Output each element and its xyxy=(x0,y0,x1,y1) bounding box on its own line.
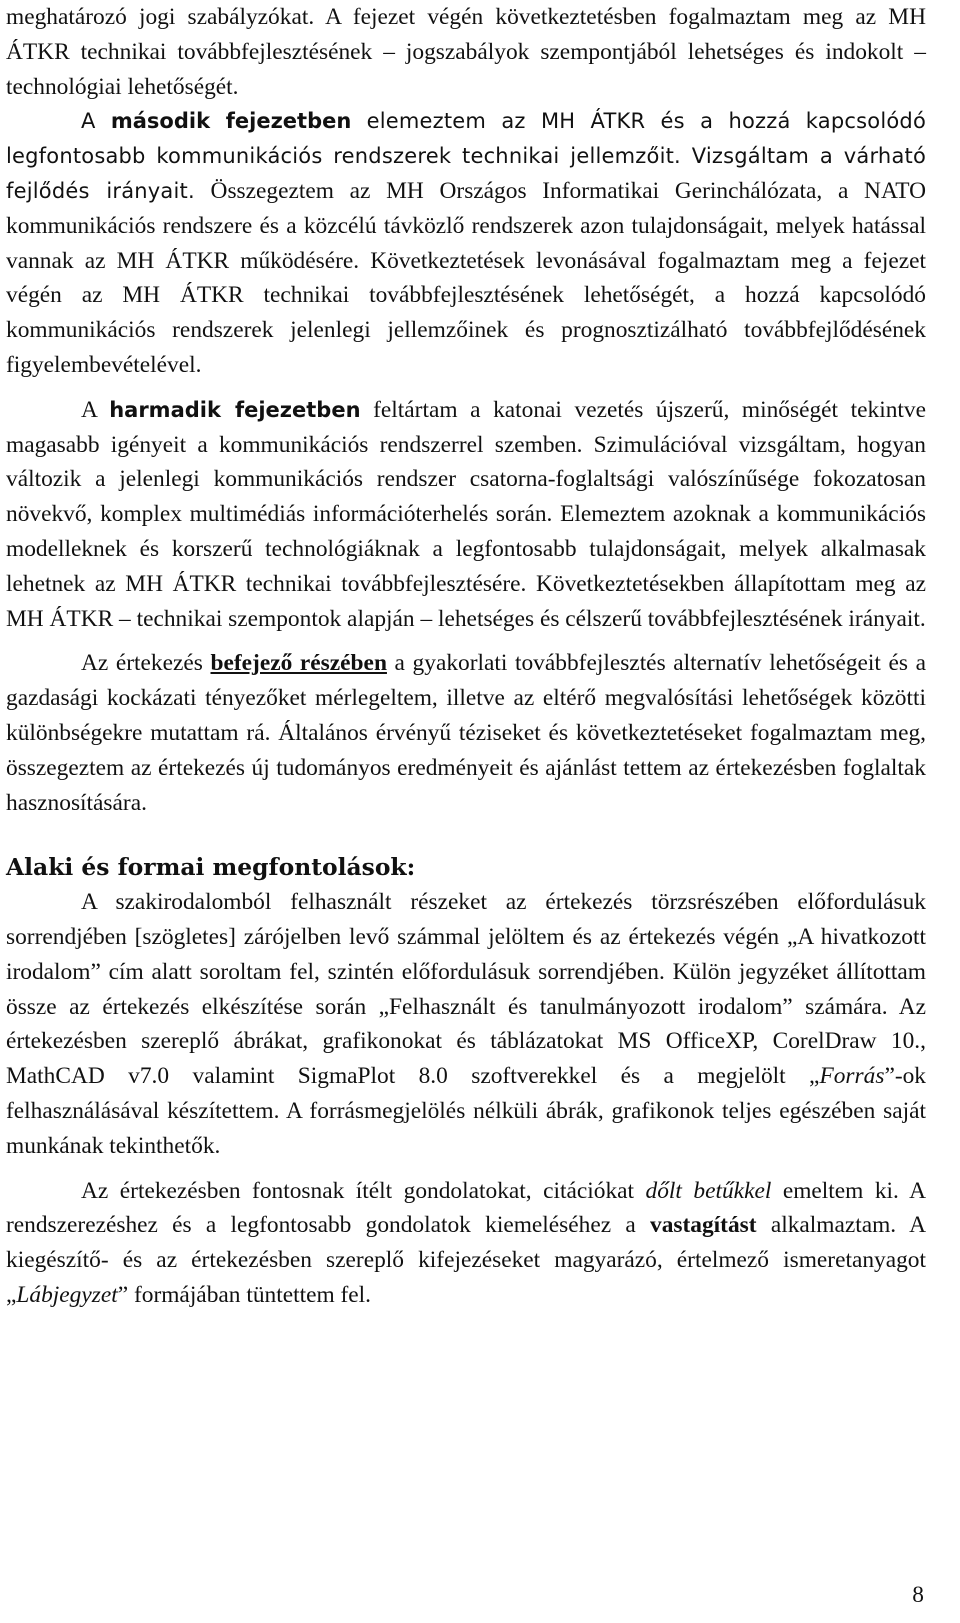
page-number: 8 xyxy=(912,1582,924,1608)
paragraph-final-part: Az értekezés befejező részében a gyakorlati továbbfejlesztés alternatív lehetőségeit és a gazdasági kockázati tényezőket mérlegeltem, illetve az eltérő megvalósítási lehetőségek közötti különbségekre mutattam rá. Általános érvényű téziseket és következtetéseket fogalmaztam meg, összegeztem az értekezés új tudományos eredményeit és ajánlást tettem az értekezésben foglaltak hasznosítására. xyxy=(6,650,927,816)
italic-source-word: Forrás xyxy=(819,1063,885,1090)
bold-chapter-label: második fejezetben xyxy=(110,109,352,134)
paragraph-references: A szakirodalomból felhasznált részeket az értekezés törzsrészében előfordulásuk sorrendjében [szögletes] zárójelben levő számmal jelöltem és az értekezés végén „A hivatkozott irodalom” cím alatt soroltam fel, szintén előfordulásuk sorrendjében. Külön jegyzéket állítottam össze az értekezés elkészítése során „Felhasznált és tanulmányozott irodalom” számára. Az értekezésben szereplő ábrákat, grafikonokat és táblázatokat MS OfficeXP, CorelDraw 10., MathCAD v7.0 valamint SigmaPlot 8.0 szoftverekkel és a megjelölt „Forrás”-ok felhasználásával készítettem. A forrásmegjelölés nélküli ábrák, grafikonok teljes egészében saját munkának tekinthetők. xyxy=(6,889,926,1159)
bold-underlined-label: befejező részében xyxy=(210,650,387,677)
paragraph-formatting: Az értekezésben fontosnak ítélt gondolatokat, citációkat dőlt betűkkel emeltem ki. A rendszerezéshez és a legfontosabb gondolatok kiemeléséhez a vastagítást alkalmaztam. A kiegészítő- és az értekezésben szereplő kifejezéseket magyarázó, értelmező ismeretanyagot „Lábjegyzet” formájában tüntettem fel. xyxy=(6,1177,927,1308)
paragraph-text: meghatározó jogi szabályzókat. A fejezet végén következtetésben fogalmaztam meg az MH ÁTKR technikai továbbfejlesztésének – jogszabályok szempontjából lehetséges és indokolt – technológiai lehetőségét. xyxy=(6,4,926,100)
section-heading: Alaki és formai megfontolások: xyxy=(6,853,416,882)
paragraph-second-chapter: A második fejezetben elemeztem az MH ÁTKR és a hozzá kapcsolódó legfontosabb kommunikációs rendszerek technikai jellemzőit. Vizsgáltam a várható fejlődés irányait. Összegeztem az MH Országos Informatikai Gerinchálózata, a NATO kommunikációs rendszere és a közcélú távközlő rendszerek azon tulajdonságait, melyek hatással vannak az MH ÁTKR működésére. Következtetések levonásával fogalmaztam meg a fejezet végén az MH ÁTKR technikai továbbfejlesztésének lehetőségét, a hozzá kapcsolódó kommunikációs rendszerek jelenlegi jellemzőinek és prognosztizálható továbbfejlődésének figyelembevételével. xyxy=(6,109,927,378)
italic-footnote-word: Lábjegyzet xyxy=(16,1281,118,1308)
paragraph-third-chapter: A harmadik fejezetben feltártam a katonai vezetés újszerű, minőségét tekintve magasabb igényeit a kommunikációs rendszerrel szemben. Szimulációval vizsgáltam, hogyan változik a jelenlegi kommunikációs rendszer csatorna-foglaltsági valószínűsége fokozatosan növekvő, komplex multimédiás információterhelés során. Elemeztem azoknak a kommunikációs modelleknek és korszerű technológiáknak a legfontosabb tulajdonságait, melyek alkalmasak lehetnek az MH ÁTKR technikai továbbfejlesztésére. Következtetésekben állapítottam meg az MH ÁTKR – technikai szempontok alapján – lehetséges és célszerű továbbfejlesztésének irányait. xyxy=(6,396,926,632)
bold-chapter-label: harmadik fejezetben xyxy=(109,397,361,422)
document-page xyxy=(6,0,926,1313)
paragraph-intro-continuation xyxy=(6,0,926,104)
italic-phrase: dőlt betűkkel xyxy=(645,1177,772,1204)
bold-word: vastagítást xyxy=(650,1212,757,1239)
